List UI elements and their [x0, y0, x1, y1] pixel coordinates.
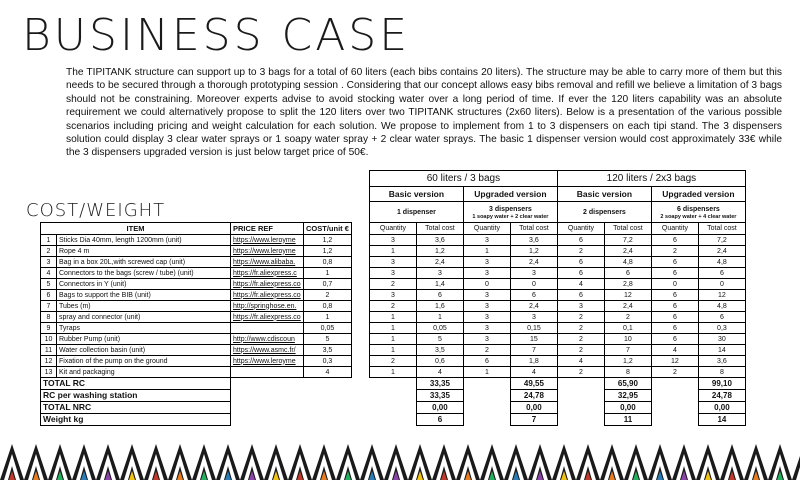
quantity-cell: 12 — [651, 356, 698, 367]
total-cost-cell: 4,8 — [698, 301, 745, 312]
quantity-cell: 1 — [463, 367, 510, 378]
quantity-cell: 3 — [463, 301, 510, 312]
table-row — [41, 345, 746, 356]
table-row — [41, 246, 746, 257]
item-name: Kit and packaging — [57, 367, 231, 378]
quantity-cell: 2 — [557, 323, 604, 334]
price-ref-link[interactable]: https://fr.aliexpress.co — [231, 290, 304, 301]
row-number: 3 — [41, 257, 57, 268]
total-cost-cell: 0 — [698, 279, 745, 290]
quantity-cell: 3 — [463, 268, 510, 279]
three-dispensers-label: 3 dispensers — [489, 205, 532, 213]
price-ref-link[interactable] — [231, 367, 304, 378]
total-cost-cell: 7,2 — [698, 235, 745, 246]
price-ref-link[interactable]: https://www.alibaba. — [231, 257, 304, 268]
row-number: 9 — [41, 323, 57, 334]
total-cost-cell: 6 — [510, 290, 557, 301]
total-cost-cell: 3,5 — [416, 345, 463, 356]
row-number: 2 — [41, 246, 57, 257]
col-item: ITEM — [41, 223, 231, 235]
total-cost-cell: 1,2 — [416, 246, 463, 257]
row-number: 10 — [41, 334, 57, 345]
quantity-cell: 3 — [369, 257, 416, 268]
table-row — [41, 301, 746, 312]
three-dispensers — [463, 202, 557, 223]
price-ref-link[interactable]: http://springhose.en. — [231, 301, 304, 312]
quantity-cell: 3 — [463, 323, 510, 334]
tribal-pattern-band — [0, 440, 800, 480]
total-cost-cell: 4,8 — [698, 257, 745, 268]
totals-value: 33,35 — [416, 378, 463, 390]
price-ref-link[interactable]: https://www.leroyme — [231, 356, 304, 367]
item-name: Connectors to the bags (screw / tube) (unit) — [57, 268, 231, 279]
unit-cost: 1,2 — [304, 235, 352, 246]
quantity-cell: 4 — [651, 345, 698, 356]
one-dispenser-label: 1 dispenser — [396, 208, 436, 216]
total-cost-cell: 3,6 — [416, 235, 463, 246]
total-cost-cell: 2,4 — [604, 246, 651, 257]
total-cost-cell: 6 — [604, 268, 651, 279]
total-cost-cell: 1,6 — [416, 301, 463, 312]
item-name: Rope 4 m — [57, 246, 231, 257]
total-cost-cell: 3 — [416, 268, 463, 279]
row-number: 1 — [41, 235, 57, 246]
total-cost-cell: 2,4 — [510, 257, 557, 268]
quantity-cell: 1 — [369, 312, 416, 323]
two-dispensers-label: 2 dispensers — [583, 208, 626, 216]
unit-cost: 0,05 — [304, 323, 352, 334]
quantity-cell: 2 — [557, 312, 604, 323]
item-name: Tyraps — [57, 323, 231, 334]
total-cost-cell: 4 — [510, 367, 557, 378]
unit-cost: 5 — [304, 334, 352, 345]
six-dispensers — [651, 202, 745, 223]
totals-value: 0,00 — [510, 402, 557, 414]
quantity-cell: 6 — [651, 301, 698, 312]
item-name: Rubber Pump (unit) — [57, 334, 231, 345]
item-name: Bag in a box 20L,with screwed cap (unit) — [57, 257, 231, 268]
quantity-cell: 6 — [651, 257, 698, 268]
quantity-cell: 1 — [463, 246, 510, 257]
col-price-ref: PRICE REF — [231, 223, 304, 235]
totals-value: 24,78 — [510, 390, 557, 402]
quantity-cell: 6 — [651, 290, 698, 301]
total-cost-cell: 1,8 — [510, 356, 557, 367]
total-cost-cell: 7 — [604, 345, 651, 356]
one-dispenser — [369, 202, 463, 223]
total-cost-cell: 2 — [604, 312, 651, 323]
unit-cost: 1,2 — [304, 246, 352, 257]
unit-cost: 3,5 — [304, 345, 352, 356]
totals-value: 99,10 — [698, 378, 745, 390]
total-cost-cell: 0 — [510, 279, 557, 290]
item-name: Water collection basin (unit) — [57, 345, 231, 356]
totals-row — [41, 390, 746, 402]
quantity-cell: 6 — [557, 290, 604, 301]
row-number: 6 — [41, 290, 57, 301]
two-dispensers — [557, 202, 651, 223]
quantity-cell: 2 — [557, 334, 604, 345]
total-cost-cell: 2,4 — [698, 246, 745, 257]
quantity-cell: 6 — [557, 268, 604, 279]
price-ref-link[interactable]: https://fr.aliexpress.co — [231, 312, 304, 323]
total-cost-cell: 15 — [510, 334, 557, 345]
table-row — [41, 257, 746, 268]
total-cost-cell: 0,3 — [698, 323, 745, 334]
table-row — [41, 312, 746, 323]
quantity-cell: 1 — [369, 246, 416, 257]
totals-value: 14 — [698, 414, 745, 426]
upgraded-version-60: Upgraded version — [463, 187, 557, 202]
six-dispensers-label: 6 dispensers — [677, 205, 720, 213]
group-120-liters: 120 liters / 2x3 bags — [557, 171, 745, 187]
total-cost-cell: 8 — [698, 367, 745, 378]
quantity-cell: 3 — [463, 290, 510, 301]
unit-cost: 0,7 — [304, 279, 352, 290]
totals-label: TOTAL RC — [41, 378, 231, 390]
total-cost-cell: 0,6 — [416, 356, 463, 367]
totals-row — [41, 414, 746, 426]
price-ref-link[interactable]: https://www.leroyme — [231, 246, 304, 257]
total-header: Total cost — [510, 223, 557, 235]
table-row — [41, 279, 746, 290]
quantity-cell: 4 — [557, 279, 604, 290]
item-name: Connectors in Y (unit) — [57, 279, 231, 290]
quantity-cell: 3 — [369, 268, 416, 279]
total-header: Total cost — [416, 223, 463, 235]
table-row — [41, 268, 746, 279]
row-number: 8 — [41, 312, 57, 323]
qty-header: Quantity — [369, 223, 416, 235]
cost-weight-table — [40, 170, 746, 426]
quantity-cell: 2 — [369, 279, 416, 290]
row-number: 7 — [41, 301, 57, 312]
price-ref-link[interactable]: https://www.asmc.fr/ — [231, 345, 304, 356]
total-cost-cell: 3 — [510, 268, 557, 279]
quantity-cell: 2 — [557, 367, 604, 378]
quantity-cell: 6 — [463, 356, 510, 367]
quantity-cell: 2 — [463, 345, 510, 356]
quantity-cell: 3 — [463, 257, 510, 268]
quantity-cell: 6 — [651, 268, 698, 279]
qty-header: Quantity — [651, 223, 698, 235]
quantity-cell: 3 — [463, 235, 510, 246]
total-cost-cell: 3 — [510, 312, 557, 323]
price-ref-link[interactable]: http://www.cdiscoun — [231, 334, 304, 345]
qty-header: Quantity — [557, 223, 604, 235]
item-name: spray and connector (unit) — [57, 312, 231, 323]
total-cost-cell: 1,4 — [416, 279, 463, 290]
quantity-cell: 2 — [651, 246, 698, 257]
price-ref-link[interactable]: https://www.leroyme — [231, 235, 304, 246]
quantity-cell: 2 — [557, 345, 604, 356]
row-number: 13 — [41, 367, 57, 378]
totals-value: 6 — [416, 414, 463, 426]
total-cost-cell: 6 — [698, 268, 745, 279]
quantity-cell: 6 — [651, 334, 698, 345]
six-dispensers-sub: 2 soapy water + 4 clear water — [660, 213, 737, 220]
total-cost-cell: 12 — [698, 290, 745, 301]
quantity-cell: 3 — [557, 301, 604, 312]
unit-cost: 1 — [304, 268, 352, 279]
total-cost-cell: 7 — [510, 345, 557, 356]
totals-value: 49,55 — [510, 378, 557, 390]
total-cost-cell: 1,2 — [510, 246, 557, 257]
group-60-liters: 60 liters / 3 bags — [369, 171, 557, 187]
unit-cost: 0,3 — [304, 356, 352, 367]
unit-cost: 1 — [304, 312, 352, 323]
quantity-cell: 2 — [369, 356, 416, 367]
price-ref-link[interactable]: https://fr.aliexpress.co — [231, 279, 304, 290]
total-cost-cell: 6 — [698, 312, 745, 323]
totals-value: 65,90 — [604, 378, 651, 390]
row-number: 11 — [41, 345, 57, 356]
upgraded-version-120: Upgraded version — [651, 187, 745, 202]
total-cost-cell: 7,2 — [604, 235, 651, 246]
row-number: 5 — [41, 279, 57, 290]
total-cost-cell: 2,4 — [510, 301, 557, 312]
price-ref-link[interactable]: https://fr.aliexpress.c — [231, 268, 304, 279]
total-cost-cell: 0,05 — [416, 323, 463, 334]
total-cost-cell: 2,4 — [604, 301, 651, 312]
quantity-cell: 2 — [369, 301, 416, 312]
col-cost-unit: COST/unit € — [304, 223, 352, 235]
table-row — [41, 367, 746, 378]
total-cost-cell: 0,15 — [510, 323, 557, 334]
unit-cost: 4 — [304, 367, 352, 378]
quantity-cell: 4 — [557, 356, 604, 367]
table-row — [41, 334, 746, 345]
item-name: Tubes (m) — [57, 301, 231, 312]
quantity-cell: 6 — [651, 235, 698, 246]
total-cost-cell: 14 — [698, 345, 745, 356]
totals-label: RC per washing station — [41, 390, 231, 402]
quantity-cell: 6 — [651, 323, 698, 334]
total-cost-cell: 3,6 — [510, 235, 557, 246]
total-cost-cell: 2,8 — [604, 279, 651, 290]
total-cost-cell: 5 — [416, 334, 463, 345]
row-number: 4 — [41, 268, 57, 279]
quantity-cell: 3 — [463, 312, 510, 323]
table-row — [41, 290, 746, 301]
quantity-cell: 0 — [651, 279, 698, 290]
total-cost-cell: 12 — [604, 290, 651, 301]
quantity-cell: 3 — [369, 290, 416, 301]
totals-label: Weight kg — [41, 414, 231, 426]
basic-version-120: Basic version — [557, 187, 651, 202]
totals-value: 0,00 — [698, 402, 745, 414]
total-cost-cell: 30 — [698, 334, 745, 345]
quantity-cell: 6 — [557, 257, 604, 268]
item-name: Sticks Dia 40mm, length 1200mm (unit) — [57, 235, 231, 246]
table-row — [41, 356, 746, 367]
totals-value: 32,95 — [604, 390, 651, 402]
table-row — [41, 235, 746, 246]
unit-cost: 2 — [304, 290, 352, 301]
quantity-cell: 6 — [651, 312, 698, 323]
quantity-cell: 2 — [651, 367, 698, 378]
totals-value: 33,35 — [416, 390, 463, 402]
qty-header: Quantity — [463, 223, 510, 235]
totals-row — [41, 378, 746, 390]
total-cost-cell: 10 — [604, 334, 651, 345]
unit-cost: 0,8 — [304, 257, 352, 268]
quantity-cell: 3 — [463, 334, 510, 345]
item-name: Fixation of the pump on the ground — [57, 356, 231, 367]
table-row — [41, 323, 746, 334]
quantity-cell: 0 — [463, 279, 510, 290]
basic-version-60: Basic version — [369, 187, 463, 202]
quantity-cell: 2 — [557, 246, 604, 257]
total-cost-cell: 4 — [416, 367, 463, 378]
quantity-cell: 6 — [557, 235, 604, 246]
total-cost-cell: 1 — [416, 312, 463, 323]
item-name: Bags to support the BIB (unit) — [57, 290, 231, 301]
three-dispensers-sub: 1 soapy water + 2 clear water — [472, 213, 549, 220]
quantity-cell: 1 — [369, 323, 416, 334]
total-header: Total cost — [698, 223, 745, 235]
total-cost-cell: 2,4 — [416, 257, 463, 268]
total-cost-cell: 1,2 — [604, 356, 651, 367]
row-number: 12 — [41, 356, 57, 367]
unit-cost: 0,8 — [304, 301, 352, 312]
totals-label: TOTAL NRC — [41, 402, 231, 414]
totals-value: 11 — [604, 414, 651, 426]
totals-value: 24,78 — [698, 390, 745, 402]
quantity-cell: 1 — [369, 367, 416, 378]
total-cost-cell: 0,1 — [604, 323, 651, 334]
quantity-cell: 3 — [369, 235, 416, 246]
total-cost-cell: 8 — [604, 367, 651, 378]
page-title: BUSINESS CASE — [22, 10, 411, 61]
totals-row — [41, 402, 746, 414]
total-cost-cell: 6 — [416, 290, 463, 301]
quantity-cell: 1 — [369, 345, 416, 356]
totals-value: 0,00 — [604, 402, 651, 414]
total-cost-cell: 3,6 — [698, 356, 745, 367]
totals-value: 7 — [510, 414, 557, 426]
section-title: COST/WEIGHT — [26, 200, 166, 221]
intro-paragraph: The TIPITANK structure can support up to 3 bags for a total of 60 liters (each bibs contains 20 liters). The structure may be able to carry more of them but this needs to be secured through a thorough prototyping session . Considering that our concept allows easy bibs removal and refill we believe a limitation of 3 bags should not be constraining. Moreover experts advise to avoid stocking water over a long period of time. If ever the 120 liters capability was an absolute requirement we could alternatively propose to split the 120 liters over two TIPITANK structures (2x60 liters). Below is a presentation of the various possible scenarios including pricing and weight calculation for each solution. We propose to implement from 1 to 3 dispensers on each tipi stand. The 3 dispensers solution could display 3 clear water sprays or 1 soapy water spray + 2 clear water sprays. The basic 1 dispenser version would cost approximately 33€ while the 3 dispensers upgraded version is just below target price of 50€. — [66, 67, 782, 159]
totals-value: 0,00 — [416, 402, 463, 414]
total-header: Total cost — [604, 223, 651, 235]
quantity-cell: 1 — [369, 334, 416, 345]
total-cost-cell: 4,8 — [604, 257, 651, 268]
price-ref-link[interactable] — [231, 323, 304, 334]
